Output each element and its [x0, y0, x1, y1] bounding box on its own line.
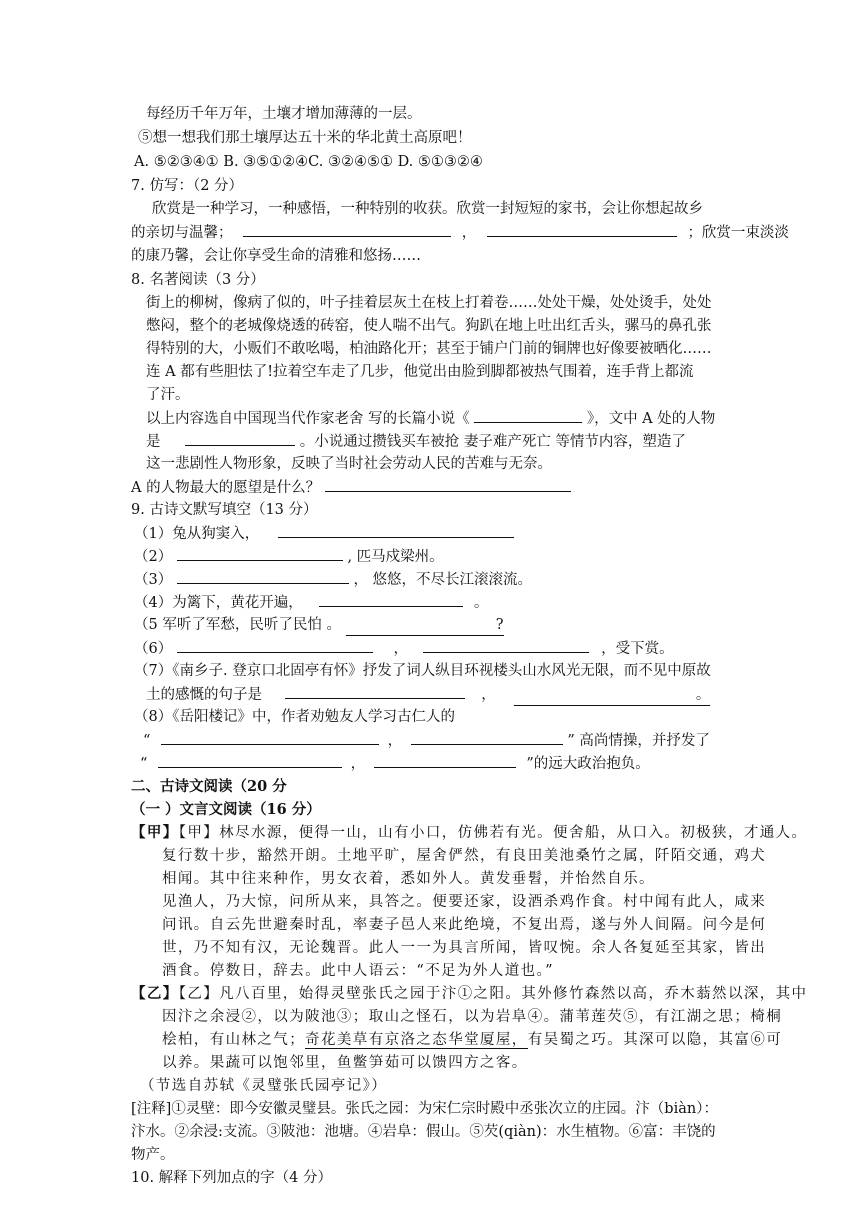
- text-segment: 桧柏，有山林之气；: [162, 1032, 306, 1048]
- text-segment: （4）为篱下，黄花开遍，: [134, 595, 303, 611]
- text-segment: “: [143, 733, 151, 749]
- passage-jia-line: 复行数十步，豁然开朗。土地平旷，屋舍俨然，有良田美池桑竹之属，阡陌交通，鸡犬: [162, 848, 767, 864]
- passage-yi-line: [162, 1030, 782, 1050]
- text-segment: ， 悠悠，不尽长江滚滚流。: [353, 572, 533, 588]
- question-9-heading: 9. 古诗文默写填空（13 分）: [131, 502, 318, 518]
- passage-jia-line: 见渔人，乃大惊，问所从来，具答之。便要还家，设酒杀鸡作食。村中闻有此人，咸来: [162, 894, 767, 910]
- text-line: 连 A 都有些胆怯了!拉着空车走了几步，他觉出由脸到脚都被热气围着，连手背上都流: [146, 364, 694, 380]
- answer-blank[interactable]: [185, 431, 295, 446]
- underlined-sentence: 奇花美草有京洛之态华堂厦屋，: [305, 1032, 528, 1048]
- passage-yi-line: 以养。果蔬可以饱邻里，鱼鳖笋茹可以馈四方之客。: [162, 1055, 528, 1071]
- answer-blank[interactable]: [278, 523, 514, 538]
- question-7-heading: 7. 仿写：（2 分）: [131, 178, 244, 194]
- answer-blank[interactable]: [474, 408, 582, 423]
- answer-blank[interactable]: [177, 569, 349, 584]
- text-segment: （3）: [134, 572, 173, 588]
- text-segment: ，受下赏。: [601, 641, 674, 657]
- text-segment: （1）兔从狗窦入，: [134, 526, 260, 542]
- text-segment: 土的感慨的句子是: [146, 687, 262, 703]
- answer-blank[interactable]: [161, 730, 379, 745]
- text-segment: 有吴蜀之巧。其深可以隐，其富⑥可: [527, 1032, 783, 1048]
- source-note: （节选自苏轼《灵璧张氏园亭记》）: [140, 1078, 388, 1094]
- question-8-heading: 8. 名著阅读（3 分）: [131, 272, 265, 288]
- text-line: 这一悲剧性人物形象，反映了当时社会劳动人民的苦难与无奈。: [146, 456, 552, 472]
- text-segment: ?: [495, 617, 504, 633]
- text-line: 欣赏是一种学习，一种感悟，一种特别的收获。欣赏一封短短的家书，会让你想起故乡: [152, 201, 703, 217]
- text-line: （8）《岳阳楼记》中，作者劝勉友人学习古仁人的: [134, 709, 455, 725]
- passage-jia-line: 【甲】【甲】林尽水源，便得一山，山有小口，仿佛若有光。便舍船，从口入。初极狭，才通人。: [131, 824, 808, 841]
- answer-blank[interactable]: [487, 222, 677, 237]
- text-segment: 。: [695, 687, 711, 703]
- fill-line: [146, 408, 715, 429]
- fill-line: [146, 431, 686, 452]
- annotation-line: 物产。: [131, 1147, 175, 1163]
- answer-blank[interactable]: [374, 753, 516, 768]
- text-segment: （2）: [134, 549, 173, 565]
- annotation-line: 汴水。②余浸:支流。③陂池：池塘。④岩阜：假山。⑤芡(qiàn)：水生植物。⑥富：丰饶的: [131, 1124, 716, 1140]
- passage-yi-line: 因汴之余浸②，以为陂池③；取山之怪石，以为岩阜④。蒲苇莲芡⑤，有江湖之思；椅桐: [162, 1009, 783, 1025]
- fill-line: [131, 222, 789, 243]
- text-segment: ，: [387, 733, 403, 749]
- text-segment: 【乙】凡八百里，始得灵壁张氏之园于汴①之阳。其外修竹森然以高，乔木蓊然以深，其中: [178, 986, 808, 1002]
- fill-line: [134, 546, 444, 567]
- passage-jia-line: 酒食。停数日，辞去。此中人语云：“不足为外人道也。”: [162, 963, 554, 979]
- fill-line: [140, 753, 650, 774]
- answer-blank[interactable]: [514, 685, 710, 706]
- text-segment: ” 高尚情操，并抒发了: [567, 733, 710, 749]
- text-segment: ，: [350, 756, 366, 772]
- section-2-heading: 二、古诗文阅读（20 分: [131, 778, 287, 795]
- answer-blank[interactable]: [177, 546, 343, 561]
- passage-jia-line: 问讯。自云先世避秦时乱，率妻子邑人来此绝境，不复出焉，遂与外人间隔。问今是何: [162, 917, 767, 933]
- text-segment: 以上内容选自中国现当代作家老舍 写的长篇小说《: [146, 411, 470, 427]
- text-line: （7）《南乡子. 登京口北固亭有怀》抒发了词人纵目环视楼头山水风光无限，而不见中原故: [134, 663, 711, 679]
- answer-blank[interactable]: [411, 730, 563, 745]
- text-line: 每经历千年万年，土壤才增加薄薄的一层。: [146, 106, 422, 122]
- text-line: ⑤想一想我们那土壤厚达五十米的华北黄土高原吧！: [138, 130, 472, 146]
- answer-blank[interactable]: [325, 477, 571, 492]
- answer-blank[interactable]: [158, 753, 342, 768]
- text-segment: 》，文中 A 处的人物: [586, 411, 716, 427]
- answer-blank[interactable]: [423, 638, 589, 653]
- text-line: 了汗。: [146, 387, 190, 403]
- fill-line: [134, 615, 504, 636]
- text-line: 憋闷，整个的老城像烧透的砖窑，使人喘不出气。狗趴在地上吐出红舌头，骡马的鼻孔张: [146, 318, 712, 334]
- fill-line: [134, 569, 532, 590]
- text-segment: （5 军听了军愁，民听了民怕 。: [134, 617, 341, 633]
- text-segment: ；欣赏一束淡淡: [687, 225, 789, 241]
- answer-options: A. ⑤②③④① B. ③⑤①②④C. ③②④⑤① D. ⑤①③②④: [134, 154, 483, 170]
- fill-line: [131, 477, 571, 498]
- answer-blank[interactable]: [177, 638, 373, 653]
- text-segment: “: [140, 756, 148, 772]
- answer-blank[interactable]: [346, 615, 504, 636]
- text-segment: 。小说通过攒钱买车被抢 妻子难产死亡 等情节内容，塑造了: [299, 434, 686, 450]
- annotation-line: [注释]①灵壁：即今安徽灵璧县。张氏之园：为宋仁宗时殿中丞张次立的庄园。汴（biàn）：: [131, 1101, 718, 1117]
- fill-line: [134, 592, 488, 613]
- fill-line: [143, 730, 710, 751]
- passage-jia-line: 相闻。其中往来种作，男女衣着，悉如外人。黄发垂髫，并怡然自乐。: [162, 871, 655, 887]
- text-segment: 的亲切与温馨；: [131, 225, 233, 241]
- text-segment: , 匹马戍梁州。: [347, 549, 444, 565]
- text-segment: ，: [393, 641, 408, 657]
- text-line: 的康乃馨，会让你享受生命的清雅和悠扬……: [131, 248, 421, 264]
- text-segment: ，: [481, 687, 496, 703]
- text-segment: 。: [473, 595, 489, 611]
- text-segment: 【甲】林尽水源，便得一山，山有小口，仿佛若有光。便舍船，从口入。初极狭，才通人。: [178, 825, 808, 841]
- passage-yi-line: 【乙】【乙】凡八百里，始得灵壁张氏之园于汴①之阳。其外修竹森然以高，乔木蓊然以深，其中: [131, 985, 808, 1002]
- answer-blank[interactable]: [243, 222, 451, 237]
- fill-line: [134, 523, 514, 544]
- subsection-heading: （一 ）文言文阅读（16 分）: [131, 801, 321, 818]
- text-segment: A 的人物最大的愿望是什么？: [131, 480, 321, 496]
- answer-blank[interactable]: [319, 592, 463, 607]
- text-line: 街上的柳树，像病了似的，叶子挂着层灰土在枝上打着卷……处处干燥，处处烫手，处处: [146, 295, 712, 311]
- answer-blank[interactable]: [285, 684, 465, 699]
- fill-line: [146, 684, 710, 706]
- text-segment: （6）: [134, 641, 173, 657]
- fill-line: [134, 638, 674, 659]
- passage-jia-line: 世，乃不知有汉，无论魏晋。此人一一为具言所闻，皆叹惋。余人各复延至其家，皆出: [162, 940, 767, 956]
- text-segment: ，: [461, 225, 477, 241]
- text-line: 得特别的大，小贩们不敢吆喝，柏油路化开；甚至于铺户门前的铜牌也好像要被晒化……: [146, 341, 712, 357]
- question-10-heading: 10. 解释下列加点的字（4 分）: [131, 1170, 333, 1186]
- text-segment: 是: [146, 434, 161, 450]
- text-segment: ”的远大政治抱负。: [526, 756, 650, 772]
